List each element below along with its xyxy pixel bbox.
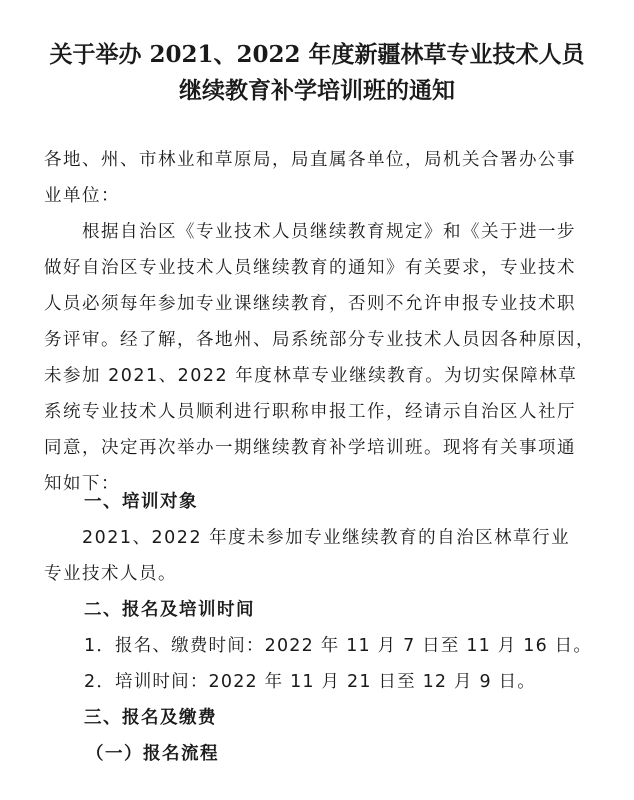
intro-line: 未参加 2021、2022 年度林草专业继续教育。为切实保障林草 <box>44 366 578 386</box>
section-heading-registration-time: 二、报名及培训时间 <box>84 600 255 620</box>
intro-line: 根据自治区《专业技术人员继续教育规定》和《关于进一步 <box>82 222 576 242</box>
training-target-line: 2021、2022 年度未参加专业继续教育的自治区林草行业 <box>82 528 571 548</box>
notice-title-line-2: 继续教育补学培训班的通知 <box>179 77 455 104</box>
intro-line: 知如下： <box>44 474 120 494</box>
salutation-line: 业单位： <box>44 186 120 206</box>
notice-title-line-1: 关于举办 2021、2022 年度新疆林草专业技术人员 <box>49 41 585 68</box>
training-time: 2．培训时间：2022 年 11 月 21 日至 12 月 9 日。 <box>84 672 536 692</box>
intro-line: 务评审。经了解，各地州、局系统部分专业技术人员因各种原因， <box>44 330 595 350</box>
salutation-paragraph <box>44 142 604 214</box>
intro-line: 人员必须每年参加专业课继续教育，否则不允许申报专业技术职 <box>44 294 576 314</box>
intro-line: 做好自治区专业技术人员继续教育的通知》有关要求，专业技术 <box>44 258 576 278</box>
intro-line: 同意，决定再次举办一期继续教育补学培训班。现将有关事项通 <box>44 438 576 458</box>
subsection-heading-registration-process: （一）报名流程 <box>86 744 219 764</box>
intro-paragraph <box>44 214 604 502</box>
section-heading-training-target: 一、培训对象 <box>84 492 198 512</box>
training-target-line: 专业技术人员。 <box>44 564 177 584</box>
section-heading-registration-payment: 三、报名及缴费 <box>84 708 217 728</box>
training-target-paragraph <box>44 520 604 592</box>
registration-payment-time: 1．报名、缴费时间：2022 年 11 月 7 日至 11 月 16 日。 <box>84 636 593 656</box>
intro-line: 系统专业技术人员顺利进行职称申报工作，经请示自治区人社厅 <box>44 402 576 422</box>
salutation-line: 各地、州、市林业和草原局，局直属各单位，局机关合署办公事 <box>44 150 576 170</box>
